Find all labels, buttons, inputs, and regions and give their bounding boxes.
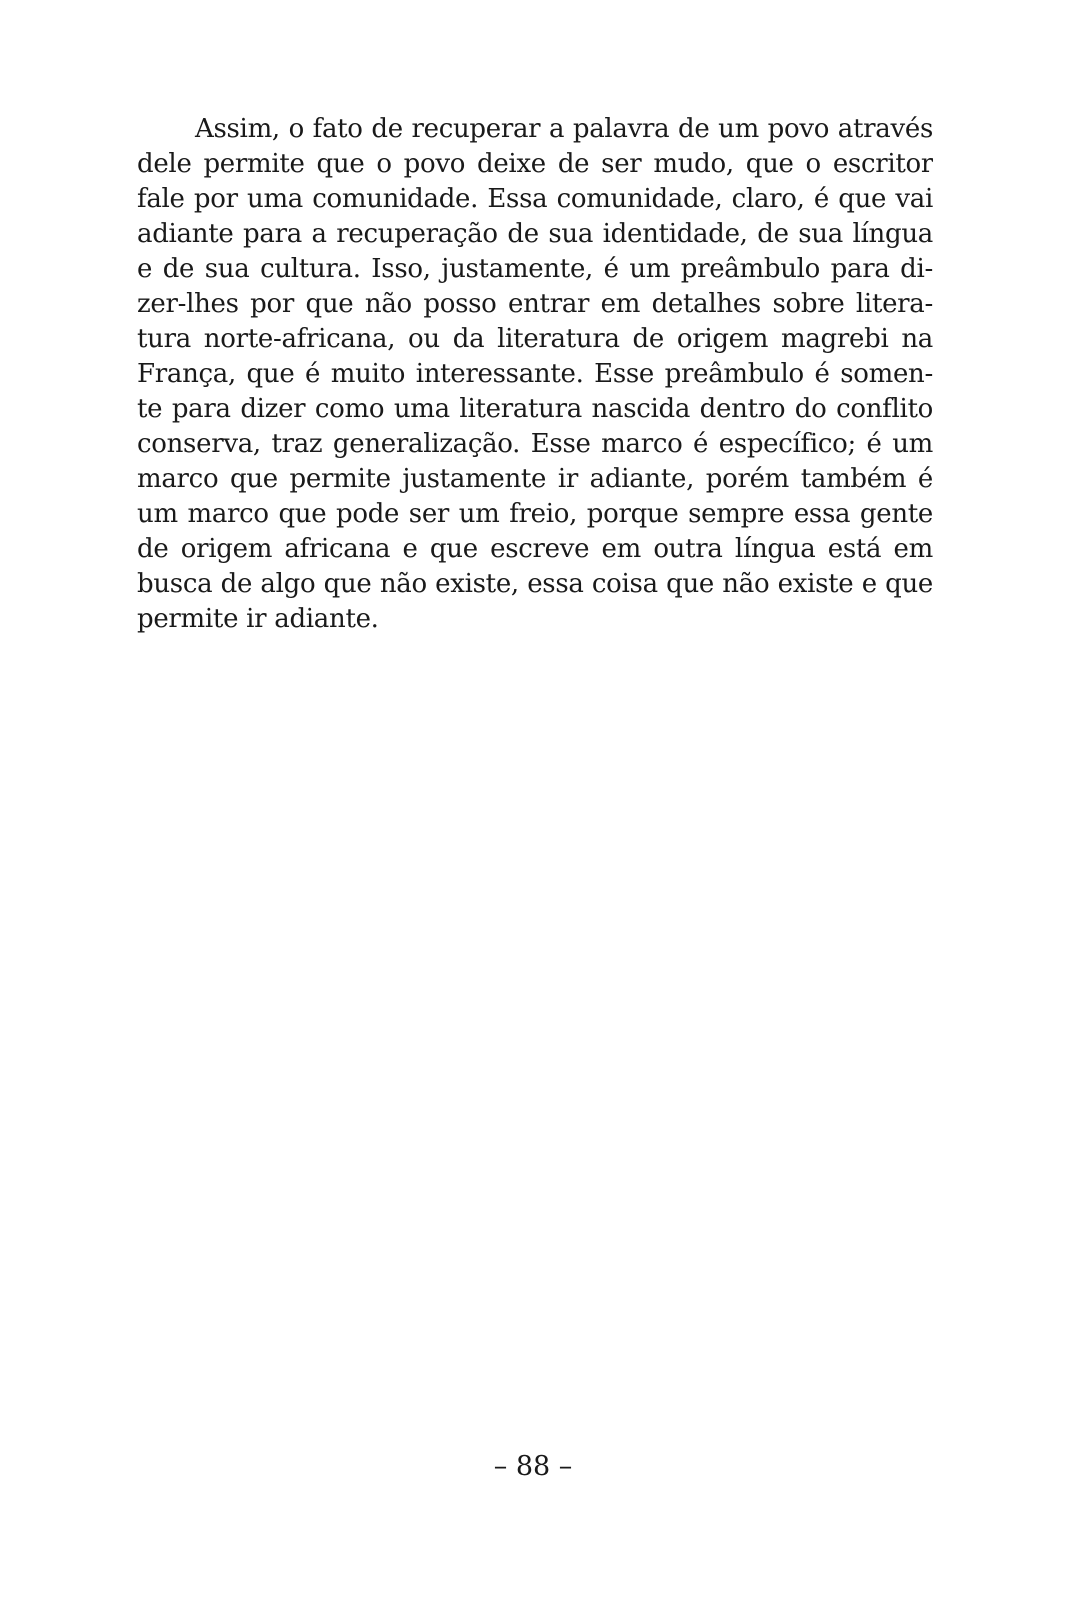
- page-number: – 88 –: [493, 1451, 573, 1482]
- paragraph-line: conserva, traz generalização. Esse marco é específico; é um: [137, 429, 933, 459]
- paragraph-line: de origem africana e que escreve em outra língua está em: [137, 534, 933, 564]
- paragraph-line: te para dizer como uma literatura nascida dentro do conflito: [137, 394, 933, 424]
- paragraph-line: marco que permite justamente ir adiante, porém também é: [137, 464, 933, 494]
- paragraph: [137, 112, 933, 637]
- paragraph-line: Assim, o fato de recuperar a palavra de um povo através: [195, 114, 933, 144]
- paragraph-line: adiante para a recuperação de sua identidade, de sua língua: [137, 219, 933, 249]
- paragraph-line: fale por uma comunidade. Essa comunidade, claro, é que vai: [137, 184, 933, 214]
- paragraph-line: e de sua cultura. Isso, justamente, é um preâmbulo para di-: [137, 254, 933, 284]
- paragraph-line: França, que é muito interessante. Esse preâmbulo é somen-: [137, 359, 933, 389]
- paragraph-line: dele permite que o povo deixe de ser mudo, que o escritor: [137, 149, 933, 179]
- paragraph-line: permite ir adiante.: [137, 604, 379, 634]
- paragraph-line: tura norte-africana, ou da literatura de origem magrebi na: [137, 324, 933, 354]
- paragraph-line: busca de algo que não existe, essa coisa que não existe e que: [137, 569, 933, 599]
- paragraph-line: um marco que pode ser um freio, porque sempre essa gente: [137, 499, 933, 529]
- paragraph-line: zer-lhes por que não posso entrar em detalhes sobre litera-: [137, 289, 933, 319]
